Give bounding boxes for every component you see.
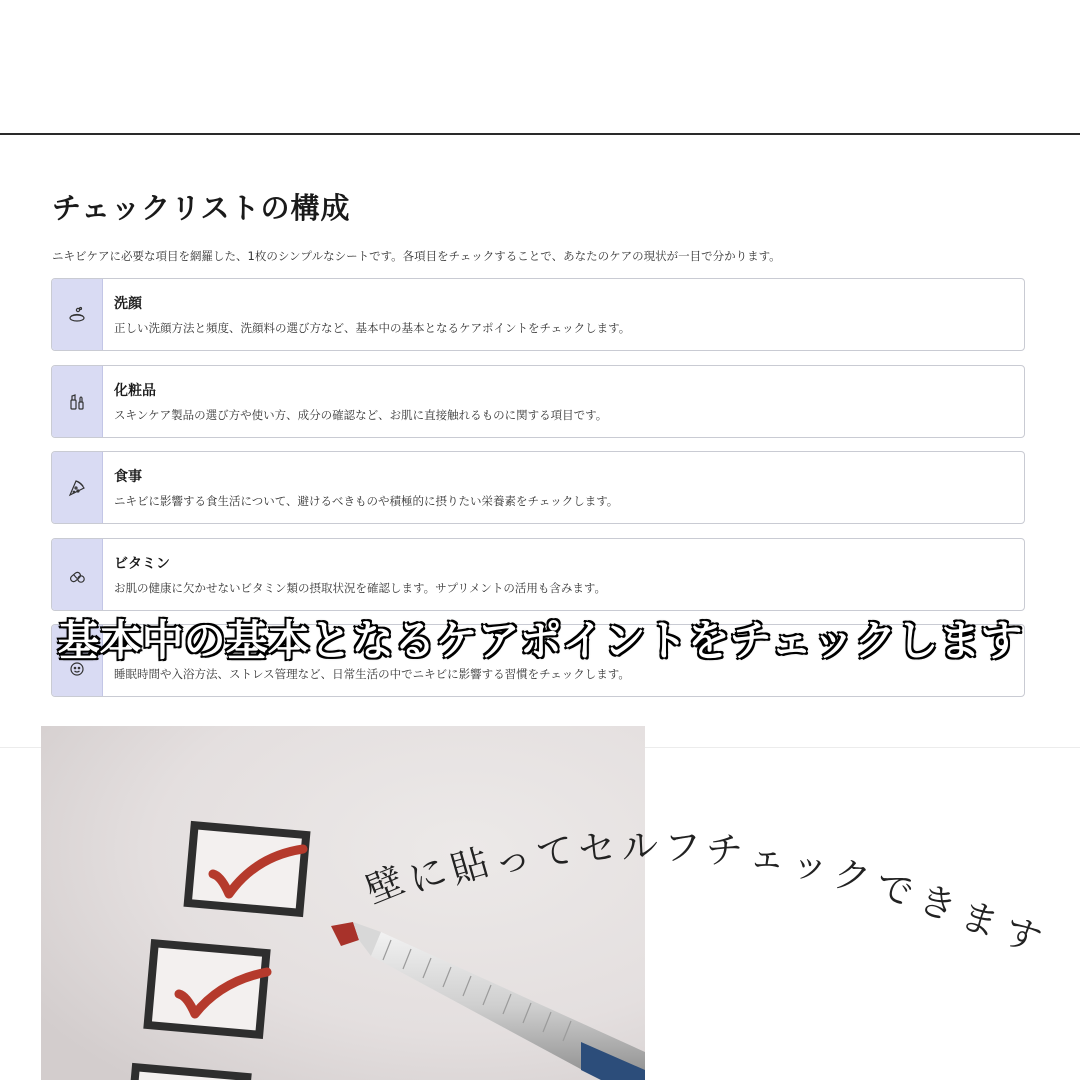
handwritten-caption xyxy=(359,785,1065,963)
cosmetics-icon xyxy=(67,392,87,412)
handwritten-glyph: 壁 xyxy=(359,858,411,913)
card-icon-column xyxy=(52,539,103,610)
handwritten-glyph: ッ xyxy=(788,841,831,889)
handwritten-glyph: チ xyxy=(705,828,744,873)
card-icon-column xyxy=(52,366,103,437)
handwritten-glyph: っ xyxy=(489,833,536,885)
checklist-card-face-wash xyxy=(51,278,1025,351)
checkbox-icon xyxy=(148,943,267,1034)
card-description: 正しい洗顔方法と頻度、洗顔料の選び方など、基本中の基本となるケアポイントをチェックします。 xyxy=(114,321,631,335)
handwritten-glyph: ル xyxy=(619,823,660,870)
card-description: スキンケア製品の選び方や使い方、成分の確認など、お肌に直接触れるものに関する項目です。 xyxy=(114,408,608,422)
card-title: 食事 xyxy=(114,469,142,485)
card-title: ビタミン xyxy=(114,556,170,572)
handwritten-glyph: セ xyxy=(576,824,619,873)
handwritten-glyph: ェ xyxy=(747,833,788,880)
pill-icon xyxy=(67,565,87,585)
handwritten-glyph: す xyxy=(996,908,1048,963)
card-description: 睡眠時間や入浴方法、ストレス管理など、日常生活の中でニキビに影響する習慣をチェックします。 xyxy=(114,667,630,681)
checkbox-icon xyxy=(188,825,306,912)
handwritten-glyph: に xyxy=(402,849,452,903)
checklist-card-cosmetics xyxy=(51,365,1025,438)
overlay-caption: 基本中の基本となるケアポイントをチェックします xyxy=(57,616,1023,665)
handwritten-glyph: フ xyxy=(663,825,702,870)
card-icon-column xyxy=(52,452,103,523)
handwritten-glyph: き xyxy=(913,877,961,930)
card-icon-column xyxy=(52,279,103,350)
handwritten-glyph: ま xyxy=(955,892,1005,946)
face-wash-icon xyxy=(67,305,87,325)
handwritten-glyph: で xyxy=(871,863,918,915)
card-description: ニキビに影響する食生活について、避けるべきものや積極的に摂りたい栄養素をチェックします。 xyxy=(114,494,619,508)
card-title: 化粧品 xyxy=(114,383,156,399)
pizza-icon xyxy=(67,478,87,498)
page-title: チェックリストの構成 xyxy=(52,191,351,225)
top-divider xyxy=(0,133,1080,135)
intro-text: ニキビケアに必要な項目を網羅した、1枚のシンプルなシートです。各項目をチェックすることで、あなたのケアの現状が一目で分かります。 xyxy=(52,249,781,263)
handwritten-glyph: て xyxy=(532,828,577,878)
handwritten-glyph: ク xyxy=(830,851,875,901)
card-title: 洗顔 xyxy=(114,296,142,312)
handwritten-glyph: 貼 xyxy=(446,841,494,893)
checklist-card-diet xyxy=(51,451,1025,524)
checklist-card-vitamins xyxy=(51,538,1025,611)
card-description: お肌の健康に欠かせないビタミン類の摂取状況を確認します。サプリメントの活用も含みます。 xyxy=(114,581,606,595)
